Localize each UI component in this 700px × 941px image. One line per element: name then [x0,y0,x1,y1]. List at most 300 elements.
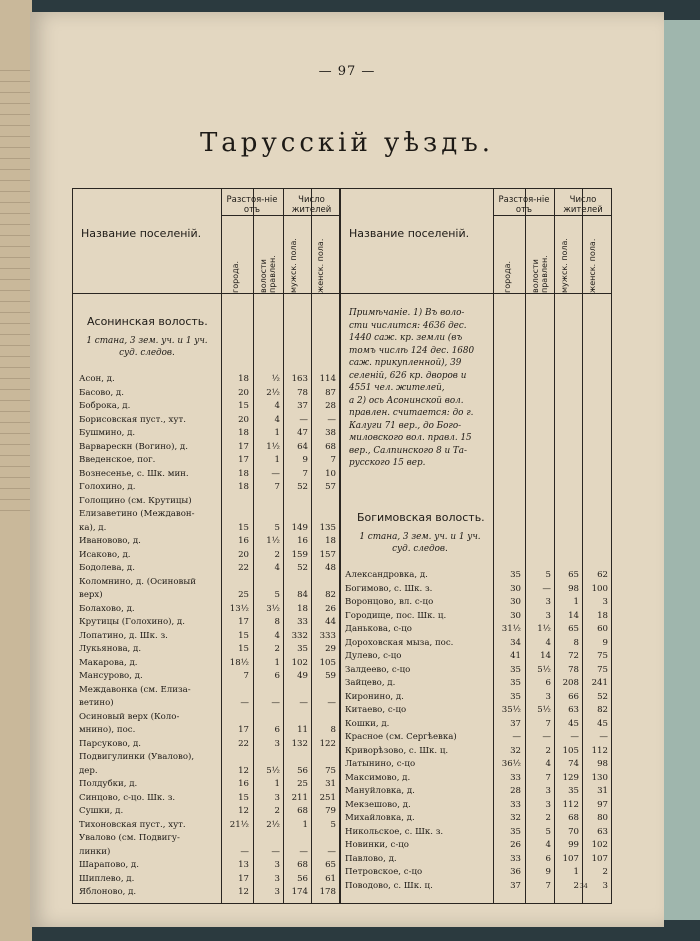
distance-town: 32 [510,745,521,756]
distance-town: 35 [510,678,521,688]
distance-volost: 4 [274,630,280,641]
female-count: 44 [325,617,336,627]
settlement-name: Мекзешово, д. [345,799,411,810]
section-heading-bogimov: Богимовская волость. [357,511,485,524]
male-count: 35 [297,644,308,654]
note-line: Калуги 71 вер., до Бого- [349,420,462,431]
distance-volost: 2 [545,745,551,756]
distance-town: 26 [510,840,521,850]
female-count: 241 [591,678,608,688]
male-count: 35 [568,786,579,796]
male-count: 33 [297,617,308,627]
note-block [349,307,491,470]
female-count: 79 [325,806,336,816]
header-name: Название поселеній. [81,227,202,240]
distance-volost: 3 [545,610,551,621]
distance-town: 36½ [501,759,521,769]
settlement-name: Бушмино, д. [79,428,136,438]
distance-town: 12 [238,765,249,776]
female-count: 102 [591,840,608,850]
settlement-name: Максимово, д. [345,772,411,783]
settlement-name: Богимово, с. Шк. з. [345,583,433,594]
distance-volost: 3 [545,786,551,796]
settlement-name: Поводово, с. Шк. ц. [345,880,433,891]
male-count: 8 [573,637,579,648]
female-count: 130 [591,772,608,783]
distance-volost: 1½ [266,536,280,546]
header-distance: Разстоя-ніе отъ [226,195,278,215]
distance-volost: 2 [274,644,280,654]
female-count: 29 [325,644,336,654]
settlement-name: Боброка, д. [79,401,131,411]
male-count: 84 [297,590,308,600]
settlement-name: Шиплево, д. [79,873,135,884]
male-count: 129 [562,772,579,783]
male-count: 112 [562,799,579,810]
male-count: 68 [297,806,308,816]
note-line: саж. прикупленной), 39 [349,358,462,368]
distance-town: 17 [238,725,249,735]
female-count: 52 [597,691,608,702]
male-count: — [299,846,308,857]
distance-volost: 3 [545,799,551,810]
distance-town: 15 [238,401,249,411]
header-distance: Разстоя-ніе отъ [498,195,550,215]
note-line: а 2) ось Асонинской вол. [349,395,464,406]
distance-town: 22 [238,738,249,749]
settlement-name: Тихоновская пуст., хут. [79,819,186,830]
distance-volost: 2 [274,549,280,560]
settlement-name: Асон, д. [79,374,115,384]
settlement-name: Елизаветино (Междавон- [79,509,195,519]
settlement-name: Синцово, с-цо. Шк. з. [79,792,176,803]
settlement-name: Варварескн (Вогино), д. [79,441,188,452]
distance-volost: 2 [545,813,551,823]
distance-town: 30 [510,610,521,621]
male-count: 52 [297,482,308,492]
female-count: — [327,846,336,857]
female-count: 10 [325,468,336,479]
distance-volost: 2 [274,806,280,816]
distance-town: 35 [510,691,521,702]
female-count: — [599,732,608,742]
settlement-name: Мануйловка, д. [345,786,415,796]
settlement-name: Городище, пос. Шк. ц. [345,610,447,621]
male-count: 149 [291,522,308,533]
male-count: 11 [297,725,308,735]
female-count: 80 [597,813,608,823]
distance-volost: 7 [274,482,280,492]
female-count: 9 [602,637,608,648]
female-count: 157 [319,549,336,560]
distance-volost: 14 [540,651,551,661]
section-subtitle-bogimov: 1 стана, 3 зем. уч. и 1 уч. суд. следов. [359,532,481,554]
distance-volost: 5 [545,826,551,837]
settlement-name: Исаково, д. [79,549,131,560]
male-count: 72 [568,651,579,661]
settlement-name: Подвигулинки (Увалово), [79,752,195,762]
female-count: 75 [597,651,608,661]
distance-town: 25 [238,590,249,600]
note-line: сти числится: 4636 дес. [349,320,467,331]
distance-volost: 5½ [266,765,280,776]
male-count: 16 [297,536,308,546]
distance-town: 35 [510,570,521,580]
distance-town: 12 [238,806,249,816]
distance-volost: 6 [274,725,280,735]
settlement-name: Петровское, с-цо [345,867,423,877]
distance-town: 18 [238,374,249,384]
header-inhabitants: Число жителей [291,195,332,215]
male-count: 65 [568,624,579,634]
male-count: 56 [297,873,308,884]
settlement-name: Михайловка, д. [345,813,415,823]
distance-town: — [240,846,249,857]
settlement-name: Залдеево, с-цо [345,664,411,675]
settlement-name: Павлово, д. [345,853,397,864]
female-count: 59 [325,671,336,681]
distance-volost: 4 [545,637,551,648]
settlement-name: Мансурово, д. [79,671,143,681]
distance-volost: 4 [545,759,551,769]
distance-town: 20 [238,549,249,560]
settlement-name: линки) [79,846,111,857]
female-count: 105 [319,657,336,668]
settlement-name: Александровка, д. [345,570,428,580]
distance-volost: 5 [274,590,280,600]
male-count: 68 [568,813,579,823]
settlement-name: Лукьянова, д. [79,644,142,654]
distance-volost: 5½ [537,664,551,675]
settlement-name: Увалово (см. Подвигу- [79,833,180,843]
female-count: 98 [597,759,608,769]
male-count: 332 [291,630,308,641]
distance-volost: 1 [274,779,280,789]
corner-stamp: 34 [580,883,588,890]
settlement-name: Голохино, д. [79,482,136,492]
left-page-edge [0,0,32,941]
header-town: города. [231,260,240,293]
female-count: 82 [325,590,336,600]
settlement-name: Яблоново, д. [79,887,137,897]
female-count: 68 [325,441,336,452]
distance-volost: 3 [545,691,551,702]
female-count: 62 [597,570,608,580]
female-count: — [327,698,336,708]
distance-volost: 4 [274,563,280,573]
settlement-name: Введенское, пог. [79,455,156,465]
distance-town: 35 [510,826,521,837]
distance-town: 7 [243,671,249,681]
distance-volost: 6 [274,671,280,681]
note-line: вер., Салпинского 8 и Та- [349,445,468,456]
note-line: Примѣчаніе. 1) Въ воло- [349,308,465,318]
note-line: селеній, 626 кр. дворов и [349,370,467,381]
distance-town: 22 [238,563,249,573]
section-subtitle-asonin: 1 стана, 3 зем. уч. и 1 уч. суд. следов. [86,336,208,358]
female-count: 251 [319,792,336,803]
distance-volost: 6 [545,678,551,688]
male-count: 68 [297,860,308,870]
male-count: 25 [297,779,308,789]
distance-town: 17 [238,441,249,452]
distance-town: 21½ [229,819,249,830]
center-divider [339,189,341,903]
female-count: 18 [325,536,336,546]
distance-town: 15 [238,522,249,533]
male-count: 14 [568,610,579,621]
female-count: 38 [325,428,336,438]
distance-town: 15 [238,792,249,803]
settlement-name: Красное (см. Сергѣевка) [345,732,457,742]
left-page-lines [0,60,32,520]
distance-volost: 3½ [266,603,280,614]
settlement-name: Басово, д. [79,387,124,398]
settlement-name: Воронцово, вл. с-цо [345,597,434,607]
settlement-name: Криворѣзово, с. Шк. ц. [345,745,449,756]
distance-volost: 2½ [266,819,280,830]
section-heading-asonin: Асонинская волость. [87,315,208,328]
male-count: 159 [291,549,308,560]
male-count: 37 [297,401,308,411]
note-line: миловского вол. правл. 15 [349,433,472,443]
female-count: 100 [591,583,608,594]
settlement-name: Осиновый верх (Коло- [79,711,180,722]
distance-volost: 8 [274,617,280,627]
note-line: 1440 саж. кр. земли (въ [349,333,463,343]
settlement-name: ветино) [79,698,114,708]
female-count: 31 [325,779,336,789]
female-count: 2 [602,867,608,877]
distance-town: — [512,732,521,742]
male-count: 99 [568,840,579,850]
distance-town: 18½ [229,657,249,668]
distance-volost: — [271,698,280,708]
distance-volost: 9 [545,867,551,877]
female-count: 82 [597,705,608,715]
male-count: — [570,732,579,742]
header-subrule [493,215,611,216]
distance-town: 15 [238,644,249,654]
distance-volost: 1 [274,455,280,465]
distance-town: 15 [238,630,249,641]
header-volost: волости правлен. [531,255,549,293]
header-female: женск. пола. [316,238,325,293]
male-count: 78 [568,664,579,675]
distance-town: 12 [238,887,249,897]
distance-town: 13 [238,860,249,870]
distance-volost: 1½ [537,624,551,634]
settlement-name: Киронино, д. [345,691,404,702]
settlement-name: Кошки, д. [345,718,390,729]
female-count: 112 [591,745,608,756]
female-count: 48 [325,563,336,573]
header-subrule [221,215,339,216]
male-count: 56 [297,765,308,776]
settlement-name: Вознесенье, с. Шк. мин. [79,468,189,479]
settlement-name: верх) [79,590,103,600]
distance-volost: 3 [274,738,280,749]
distance-volost: — [271,846,280,857]
female-count: — [327,414,336,425]
male-count: 64 [297,441,308,452]
note-line: 4551 чел. жителей, [349,383,445,393]
header-male: мужск. пола. [289,238,298,293]
female-count: 45 [597,718,608,729]
distance-town: 28 [510,786,521,796]
distance-volost: 1 [274,657,280,668]
settlement-name: мнино), пос. [79,725,136,735]
settlement-name: Междавонка (см. Елиза- [79,684,191,695]
distance-town: 32 [510,813,521,823]
note-line: томъ числѣ 124 дес. 1680 [349,345,475,356]
distance-volost: 7 [545,772,551,783]
settlement-name: Дулево, с-цо [345,651,402,661]
distance-volost: 5 [274,522,280,533]
female-count: 7 [330,455,336,465]
male-count: 45 [568,718,579,729]
settlement-name: Дороховская мыза, пос. [345,637,454,648]
distance-volost: 3 [274,860,280,870]
male-count: 49 [297,671,308,681]
header-male: мужск. пола. [560,238,569,293]
female-count: 18 [597,610,608,621]
male-count: 132 [291,738,308,749]
female-count: 75 [325,765,336,776]
female-count: 178 [319,887,336,897]
distance-town: 36 [510,867,521,877]
settlement-name: Шарапово, д. [79,860,139,870]
distance-volost: 3 [274,792,280,803]
distance-volost: 3 [545,597,551,607]
distance-volost: — [542,732,551,742]
settlement-name: Болахово, д. [79,603,135,614]
settlement-name: Крутицы (Голохино), д. [79,617,185,627]
female-count: 3 [602,880,608,891]
male-count: 107 [562,853,579,864]
settlement-name: Латынино, с-цо [345,759,416,769]
settlement-name: Сушки, д. [79,806,124,816]
female-count: 75 [597,664,608,675]
male-count: 52 [297,563,308,573]
male-count: 7 [302,468,308,479]
male-count: — [299,698,308,708]
settlement-name: Бодолева, д. [79,563,135,573]
settlement-name: Зайцево, д. [345,678,396,688]
page-title: Тарусскій уѣздъ. [199,128,495,158]
female-count: 135 [319,522,336,533]
male-count: — [299,414,308,425]
male-count: 105 [562,745,579,756]
header-female: женск. пола. [588,238,597,293]
distance-town: 16 [238,536,249,546]
female-count: 97 [597,799,608,810]
female-count: 3 [602,597,608,607]
settlement-name: ка), д. [79,522,107,533]
distance-town: 31½ [501,624,521,634]
distance-town: — [240,698,249,708]
table-frame [72,188,612,904]
female-count: 114 [319,374,336,384]
settlement-name: дер. [79,765,98,776]
female-count: 28 [325,401,336,411]
female-count: 65 [325,860,336,870]
female-count: 26 [325,603,336,614]
distance-volost: 4 [274,414,280,425]
female-count: 8 [330,725,336,735]
distance-town: 41 [510,651,521,661]
distance-town: 33 [510,772,521,783]
male-count: 9 [302,455,308,465]
male-count: 74 [568,759,579,769]
settlement-name: Парсуково, д. [79,738,142,749]
female-count: 31 [597,786,608,796]
distance-volost: 4 [274,401,280,411]
male-count: 1 [573,867,579,877]
note-line: правлен. считается: до г. [349,408,474,418]
distance-town: 17 [238,617,249,627]
distance-volost: 1½ [266,441,280,452]
settlement-name: Лопатино, д. Шк. з. [79,630,168,641]
male-count: 98 [568,583,579,594]
female-count: 333 [319,630,336,641]
settlement-name: Макарова, д. [79,657,138,668]
female-count: 107 [591,853,608,864]
distance-town: 30 [510,597,521,607]
male-count: 211 [291,792,308,803]
male-count: 1 [302,819,308,830]
distance-town: 35½ [501,705,521,715]
male-count: 78 [297,387,308,398]
header-town: города. [503,260,512,293]
settlement-name: Голощино (см. Крутицы) [79,495,192,506]
distance-town: 33 [510,799,521,810]
distance-volost: 5 [545,570,551,580]
header-name: Название поселеній. [349,227,470,240]
settlement-name: Данькова, с-цо [345,624,412,634]
male-count: 163 [291,374,308,384]
male-count: 66 [568,691,579,702]
male-count: 1 [573,597,579,607]
distance-town: 37 [510,880,521,891]
distance-volost: 3 [274,873,280,884]
distance-volost: 1 [274,428,280,438]
header-volost: волости правлен. [259,255,277,293]
settlement-name: Борисовская пуст., хут. [79,414,186,425]
distance-volost: 7 [545,718,551,729]
distance-town: 18 [238,468,249,479]
settlement-name: Коломнино, д. (Осиновый [79,576,196,587]
female-count: 57 [325,482,336,492]
distance-town: 17 [238,873,249,884]
settlement-name: Новинки, с-цо [345,840,409,850]
distance-volost: 5½ [537,705,551,715]
document-page [30,12,664,927]
distance-town: 18 [238,428,249,438]
page-number: — 97 — [318,64,376,79]
male-count: 208 [562,678,579,688]
settlement-name: Полдубки, д. [79,779,138,789]
distance-town: 13½ [229,603,249,614]
male-count: 102 [291,657,308,668]
distance-volost: 6 [545,853,551,864]
settlement-name: Ивановово, д. [79,536,141,546]
female-count: 87 [325,387,336,398]
header-inhabitants: Число жителей [563,195,603,215]
distance-volost: ½ [271,374,280,384]
distance-volost: 4 [545,840,551,850]
distance-town: 33 [510,853,521,864]
